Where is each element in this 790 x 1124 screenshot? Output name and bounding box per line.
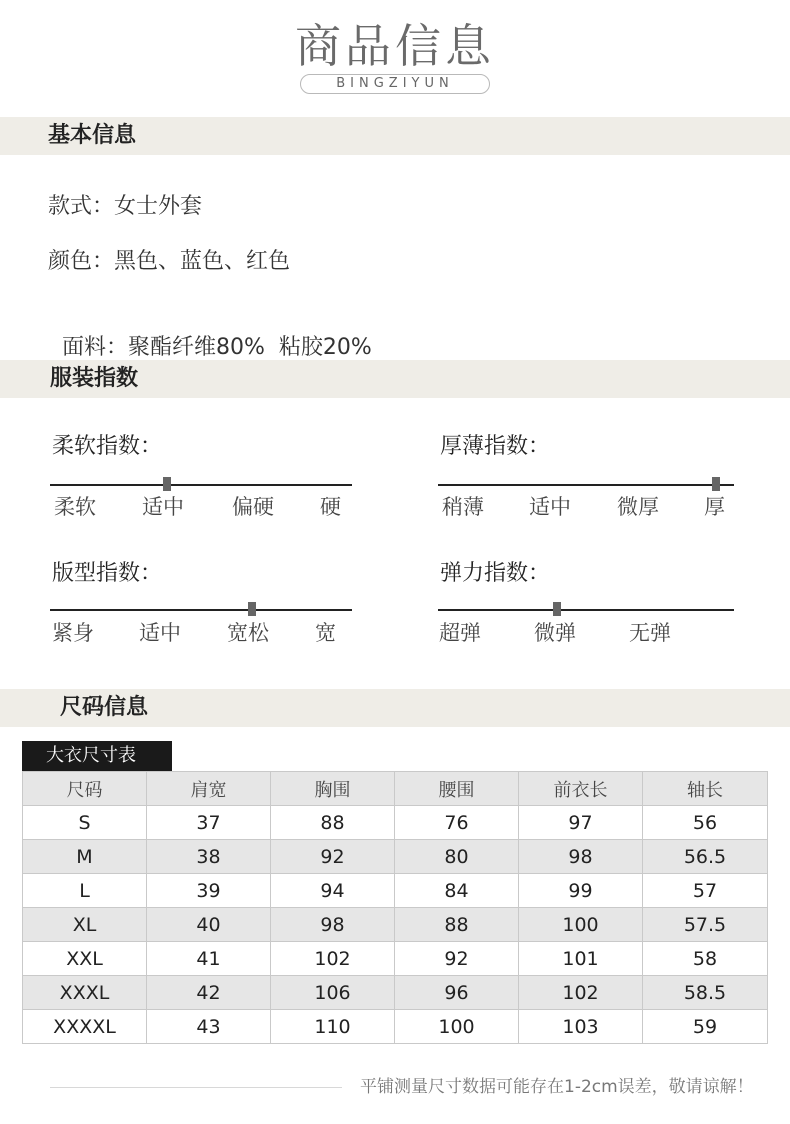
size-table-tag [22, 741, 172, 771]
table-cell: 99 [519, 874, 643, 908]
size-table [22, 771, 768, 1044]
fit-scale-marker [248, 602, 256, 616]
section-title-indices: 服装指数 [50, 366, 139, 391]
table-cell: 92 [271, 840, 395, 874]
table-cell: 110 [271, 1010, 395, 1044]
table-cell: 56.5 [643, 840, 768, 874]
fit-label: 宽 [315, 621, 336, 645]
fit-label: 宽松 [227, 621, 269, 645]
fit-scale-line [50, 609, 352, 611]
table-cell: 39 [147, 874, 271, 908]
softness-index-title: 柔软指数： [52, 434, 163, 459]
table-cell: 98 [271, 908, 395, 942]
table-cell: XL [23, 908, 147, 942]
page-title: 商品信息 [295, 19, 495, 73]
table-row [23, 1010, 768, 1044]
table-cell: 40 [147, 908, 271, 942]
table-cell: XXXL [23, 976, 147, 1010]
info-value: 女士外套 [114, 194, 203, 219]
table-cell: 58.5 [643, 976, 768, 1010]
table-cell: 88 [395, 908, 519, 942]
thickness-label: 微厚 [617, 495, 659, 519]
elasticity-label: 无弹 [629, 621, 671, 645]
table-cell: 84 [395, 874, 519, 908]
table-cell: 43 [147, 1010, 271, 1044]
table-cell: 102 [271, 942, 395, 976]
table-cell: 101 [519, 942, 643, 976]
table-cell: 97 [519, 806, 643, 840]
table-cell: 94 [271, 874, 395, 908]
table-header-cell: 轴长 [643, 772, 768, 806]
elasticity-index-title: 弹力指数： [440, 561, 551, 586]
table-header-cell: 尺码 [23, 772, 147, 806]
table-row [23, 874, 768, 908]
table-cell: 92 [395, 942, 519, 976]
table-row [23, 806, 768, 840]
table-header-row [23, 772, 768, 806]
thickness-label: 稍薄 [442, 495, 484, 519]
table-cell: 88 [271, 806, 395, 840]
softness-label: 适中 [142, 495, 184, 519]
thickness-label: 适中 [529, 495, 571, 519]
table-cell: 76 [395, 806, 519, 840]
table-row [23, 976, 768, 1010]
table-cell: XXL [23, 942, 147, 976]
section-bar-indices [0, 360, 790, 398]
table-cell: 42 [147, 976, 271, 1010]
table-cell: 37 [147, 806, 271, 840]
info-value: 黑色、蓝色、红色 [114, 249, 291, 274]
info-value: 聚酯纤维80% 粘胶20% [128, 335, 372, 360]
fit-index-title: 版型指数： [52, 561, 163, 586]
elasticity-label: 超弹 [439, 621, 481, 645]
elasticity-scale-line [438, 609, 734, 611]
info-row-color [48, 247, 290, 277]
table-row [23, 942, 768, 976]
table-cell: 59 [643, 1010, 768, 1044]
table-cell: 102 [519, 976, 643, 1010]
table-cell: 57 [643, 874, 768, 908]
table-cell: 106 [271, 976, 395, 1010]
table-cell: 98 [519, 840, 643, 874]
thickness-label: 厚 [704, 495, 725, 519]
table-cell: 100 [519, 908, 643, 942]
table-row [23, 908, 768, 942]
table-cell: L [23, 874, 147, 908]
table-cell: XXXXL [23, 1010, 147, 1044]
info-row-fabric [48, 303, 372, 363]
info-row-style [48, 192, 202, 222]
info-label: 款式： [48, 194, 115, 219]
section-bar-sizes [0, 689, 790, 727]
table-cell: 41 [147, 942, 271, 976]
table-header-cell: 胸围 [271, 772, 395, 806]
table-cell: 38 [147, 840, 271, 874]
footnote-divider [50, 1087, 342, 1088]
table-header-cell: 腰围 [395, 772, 519, 806]
table-cell: 100 [395, 1010, 519, 1044]
table-cell: 96 [395, 976, 519, 1010]
softness-label: 柔软 [54, 495, 96, 519]
thickness-index-title: 厚薄指数： [440, 434, 551, 459]
table-header-cell: 前衣长 [519, 772, 643, 806]
size-table-title: 大衣尺寸表 [46, 745, 136, 766]
thickness-scale-marker [712, 477, 720, 491]
info-label: 颜色： [48, 249, 115, 274]
section-title-sizes: 尺码信息 [60, 695, 149, 720]
info-label: 面料： [62, 335, 129, 360]
table-cell: 58 [643, 942, 768, 976]
elasticity-scale-marker [553, 602, 561, 616]
footnote-text: 平铺测量尺寸数据可能存在1-2cm误差，敬请谅解！ [360, 1077, 754, 1097]
table-header-cell: 肩宽 [147, 772, 271, 806]
softness-scale-line [50, 484, 352, 486]
fit-label: 适中 [139, 621, 181, 645]
table-cell: S [23, 806, 147, 840]
elasticity-label: 微弹 [534, 621, 576, 645]
section-title-basic: 基本信息 [48, 123, 137, 148]
fit-label: 紧身 [52, 621, 94, 645]
table-cell: M [23, 840, 147, 874]
brand-subtitle: BINGZIYUN [336, 76, 454, 91]
table-cell: 103 [519, 1010, 643, 1044]
softness-label: 偏硬 [232, 495, 274, 519]
thickness-scale-line [438, 484, 734, 486]
table-row [23, 840, 768, 874]
table-cell: 57.5 [643, 908, 768, 942]
table-cell: 56 [643, 806, 768, 840]
section-bar-basic [0, 117, 790, 155]
softness-scale-marker [163, 477, 171, 491]
softness-label: 硬 [320, 495, 341, 519]
table-cell: 80 [395, 840, 519, 874]
